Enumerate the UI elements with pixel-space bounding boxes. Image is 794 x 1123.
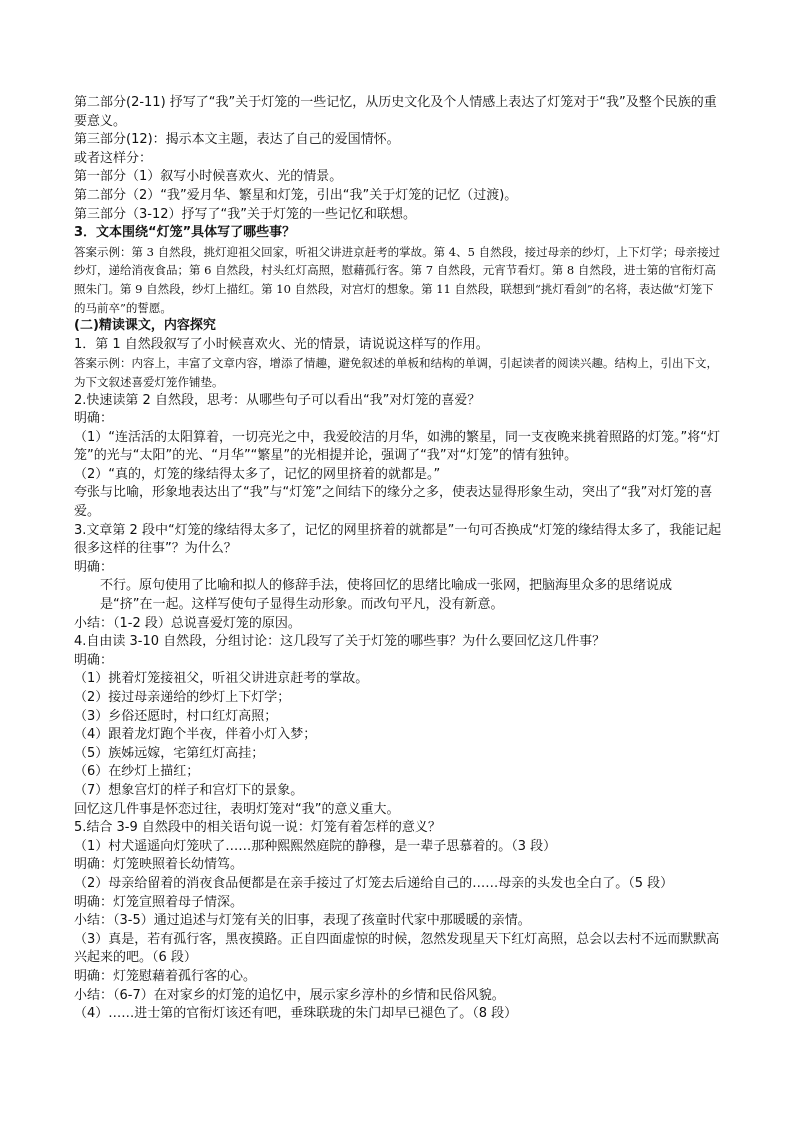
text-line: （1）“连活活的太阳算着，一切亮光之中，我爱皎洁的月华，如沸的繁星，同一支夜晚来挑着照路的灯笼。”将“灯笼”的光与“太阳”的光、“月华”“繁星”的光相提并论，强调了“我”对“灯笼”的情有独钟。	[74, 429, 720, 464]
text-line: 明确：灯笼映照着长幼情笃。	[74, 857, 244, 873]
text-line: (二)精读课文，内容探究	[74, 318, 216, 334]
text-line: 或者这样分：	[74, 150, 153, 166]
text-line: 明确：灯笼慰藉着孤行客的心。	[74, 968, 257, 984]
text-line: （3）乡俗还愿时，村口红灯高照；	[74, 708, 278, 724]
text-line: （5）族姊远嫁，宅第红灯高挂；	[74, 745, 265, 761]
text-line: 第二部分（2）“我”爱月华、繁星和灯笼，引出“我”关于灯笼的记忆（过渡)。	[74, 187, 518, 203]
text-line: 第二部分(2-11) 抒写了“我”关于灯笼的一些记忆，从历史文化及个人情感上表达了灯笼对于“我”及整个民族的重要意义。	[74, 95, 717, 129]
text-line: 第三部分(12)：揭示本文主题，表达了自己的爱国情怀。	[74, 132, 400, 148]
text-line: 1．第 1 自然段叙写了小时候喜欢火、光的情景，请说说这样写的作用。	[74, 336, 489, 352]
text-line: 明确：	[74, 652, 114, 668]
text-line: 第一部分（1）叙写小时候喜欢火、光的情景。	[74, 169, 343, 185]
text-line: （1）村犬遥遥向灯笼吠了……那种熙熙然庭院的静穆，是一辈子思慕着的。（3 段）	[74, 838, 557, 854]
text-line: 明确：	[74, 559, 114, 575]
text-line: 夸张与比喻，形象地表达出了“我”与“灯笼”之间结下的缘分之多，使表达显得形象生动，突出了“我”对灯笼的喜爱。	[74, 485, 713, 520]
text-line: （7）想象宫灯的样子和宫灯下的景象。	[74, 782, 304, 798]
text-line: 明确：	[74, 411, 114, 427]
text-line: 2.快速读第 2 自然段，思考：从哪些句子可以看出“我”对灯笼的喜爱？	[74, 392, 481, 408]
text-line: 3.文章第 2 段中“灯笼的缘结得太多了，记忆的网里挤着的就都是”一句可否换成“灯笼的缘结得太多了，我能记起很多这样的往事”？为什么？	[74, 522, 722, 557]
text-line: 答案示例：内容上，丰富了文章内容，增添了情趣，避免叙述的单板和结构的单调，引起读者的阅读兴趣。结构上，引出下文，为下文叙述喜爱灯笼作铺垫。	[74, 356, 718, 389]
text-line: （4）跟着龙灯跑个半夜，伴着小灯入梦；	[74, 727, 317, 743]
text-line: （2）母亲给留着的消夜食品便都是在亲手接过了灯笼去后递给自己的……母亲的头发也全白了。（5 段）	[74, 875, 674, 891]
text-line: （2）“真的，灯笼的缘结得太多了，记忆的网里挤着的就都是。”	[74, 466, 441, 482]
text-line: 答案示例：第 3 自然段，挑灯迎祖父回家，听祖父讲进京赶考的掌故。第 4、5 自然段，接过母亲的纱灯，上下灯学；母亲接过纱灯，递给消夜食品；第 6 自然段，村头红灯高照，慰藉孤行客。第 7 自然段，元宵节看灯。第 8 自然段，进士第的官衔灯高照朱门。第 9 自然段，纱灯上描红。第 10 自然段，对宫灯的想象。第 11 自然段，联想到“挑灯看剑”的名将，表达做“灯笼下的马前卒”的誓愿。	[74, 244, 721, 315]
text-line: （3）真是，若有孤行客，黑夜摸路。正自四面虚惊的时候，忽然发现星天下红灯高照，总会以去村不远而默默高兴起来的吧。（6 段）	[74, 931, 720, 966]
text-line: 4.自由读 3-10 自然段，分组讨论：这几段写了关于灯笼的哪些事？为什么要回忆这几件事？	[74, 634, 606, 650]
text-line: 不行。原句使用了比喻和拟人的修辞手法，使将回忆的思绪比喻成一张网，把脑海里众多的思绪说成是“挤”在一起。这样写使句子显得生动形象。而改句平凡，没有新意。	[100, 578, 673, 613]
text-line: 回忆这几件事是怀恋过往，表明灯笼对“我”的意义重大。	[74, 801, 400, 817]
text-line: 明确：灯笼宣照着母子情深。	[74, 894, 244, 910]
text-line: 3．文本围绕“灯笼”具体写了哪些事？	[74, 225, 296, 241]
text-line: 小结：（6-7）在对家乡的灯笼的追忆中，展示家乡淳朴的乡情和民俗风貌。	[74, 987, 505, 1003]
text-line: 第三部分（3-12）抒写了“我”关于灯笼的一些记忆和联想。	[74, 206, 416, 222]
document-body	[74, 94, 724, 1024]
text-line: 小结：（1-2 段）总说喜爱灯笼的原因。	[74, 615, 301, 631]
text-line: （6）在纱灯上描红；	[74, 764, 200, 780]
text-line: 小结：（3-5）通过追述与灯笼有关的旧事，表现了孩童时代家中那暖暖的亲情。	[74, 913, 531, 929]
text-line: （2）接过母亲递给的纱灯上下灯学；	[74, 690, 291, 705]
text-line: （4）……进士第的官衔灯该还有吧，垂珠联珑的朱门却早已褪色了。（8 段）	[74, 1006, 518, 1022]
text-line: 5.结合 3-9 自然段中的相关语句说一说：灯笼有着怎样的意义？	[74, 820, 441, 836]
text-line: （1）挑着灯笼接祖父，听祖父讲进京赶考的掌故。	[74, 671, 369, 687]
